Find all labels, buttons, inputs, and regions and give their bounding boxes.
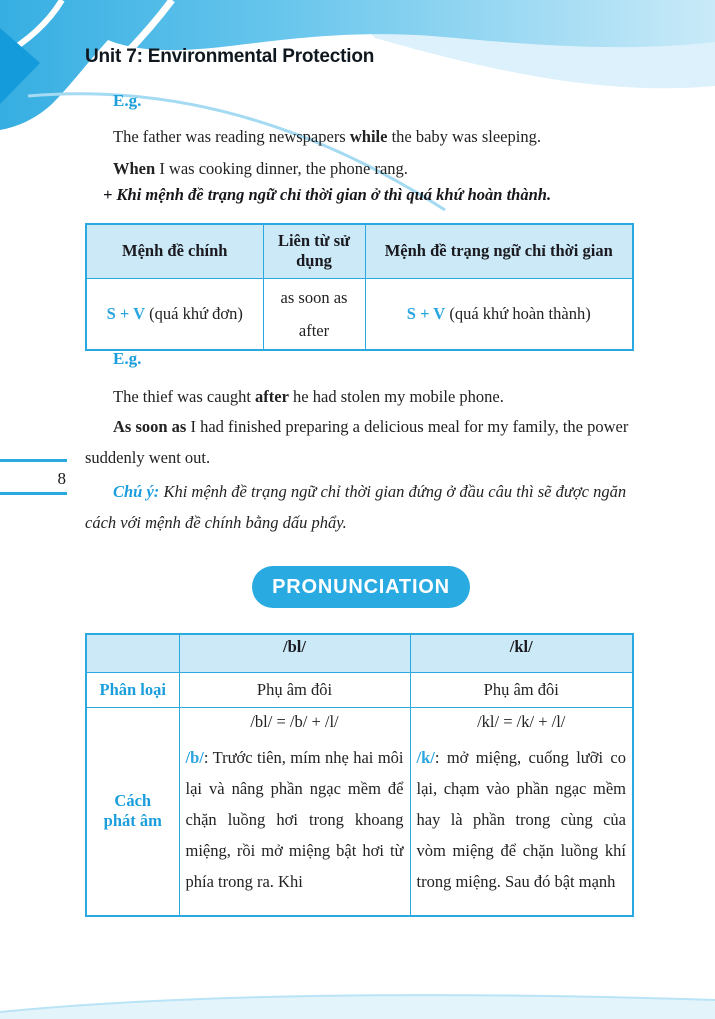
grammar-table-header-main-clause: Mệnh đề chính [86, 224, 263, 278]
example-sentence [113, 121, 541, 152]
example-keyword: after [255, 387, 289, 406]
classification-label: Phân loại [86, 672, 179, 707]
bl-classification-cell: Phụ âm đôi [179, 672, 410, 707]
conjunction-cell [263, 278, 365, 350]
classification-row [86, 672, 633, 707]
example-keyword: As soon as [113, 417, 187, 436]
example-text: I was cooking dinner, the phone rang. [155, 159, 408, 178]
kl-phoneme: /k/ [416, 747, 435, 767]
pronunciation-section-badge: PRONUNCIATION [252, 566, 470, 608]
example-text: I had finished preparing a delicious meal for my family, the power suddenly went out. [85, 417, 629, 467]
bl-column-header: /bl/ [179, 634, 410, 672]
example-keyword: When [113, 159, 156, 178]
articulation-row [86, 707, 633, 916]
formula-text: S + V [106, 303, 146, 323]
attention-note-label: Chú ý: [113, 482, 160, 501]
attention-note-text: Khi mệnh đề trạng ngữ chỉ thời gian đứng ở đầu câu thì sẽ được ngăn cách với mệnh đề chính bằng dấu phẩy. [85, 482, 627, 532]
formula-text: S + V [406, 303, 446, 323]
example-text: he had stolen my mobile phone. [288, 387, 504, 406]
conjunction-text: after [298, 320, 330, 340]
table-header-row [86, 634, 633, 672]
bl-phoneme: /b/ [185, 747, 204, 767]
kl-description: : mở miệng, cuống lưỡi co lại, chạm vào phần ngạc mềm hay là phần trong cùng của vòm miệng để chặn luồng khí trong miệng. Sau đó bật mạnh [416, 747, 626, 891]
example-text: the baby was sleeping. [387, 127, 541, 146]
tense-text: (quá khứ đơn) [145, 303, 243, 323]
table-header-row [86, 224, 633, 278]
tense-text: (quá khứ hoàn thành) [445, 303, 591, 323]
eg-label-1: E.g. [113, 91, 142, 110]
time-clause-cell [365, 278, 633, 350]
example-sentence [113, 381, 504, 412]
grammar-table-header-time-clause: Mệnh đề trạng ngữ chỉ thời gian [365, 224, 633, 278]
conjunction-text: as soon as [280, 287, 348, 307]
main-clause-cell [86, 278, 263, 350]
example-keyword: while [349, 127, 388, 146]
grammar-table [85, 223, 634, 351]
grammar-table-header-conjunction: Liên từ sử dụng [263, 224, 365, 278]
eg-label-2: E.g. [113, 349, 142, 368]
bl-description: : Trước tiên, mím nhẹ hai môi lại và nâng phần ngạc mềm để chặn luồng hơi trong khoang miệng, rồi mở miệng bật hơi từ phía trong ra. Khi [185, 747, 404, 891]
table-row [86, 278, 633, 350]
bl-formula: /bl/ = /b/ + /l/ [250, 711, 339, 731]
attention-note [85, 477, 651, 538]
unit-title: Unit 7: Environmental Protection [85, 46, 375, 67]
kl-formula: /kl/ = /k/ + /l/ [477, 711, 566, 731]
pronunciation-table [85, 633, 634, 917]
kl-classification-cell: Phụ âm đôi [410, 672, 633, 707]
bl-articulation-cell [179, 707, 410, 916]
page-number: 8 [57, 469, 66, 488]
example-sentence [113, 153, 408, 184]
example-text: The thief was caught [113, 387, 256, 406]
footer-swoosh-graphic [0, 989, 715, 1019]
example-sentence [85, 411, 647, 473]
page-number-rule-top [0, 459, 67, 462]
grammar-note: + Khi mệnh đề trạng ngữ chỉ thời gian ở thì quá khứ hoàn thành. [103, 185, 552, 204]
example-text: The father was reading newspapers [113, 127, 350, 146]
page-number-rule-bottom [0, 492, 67, 495]
kl-column-header: /kl/ [410, 634, 633, 672]
empty-corner-cell [86, 634, 179, 672]
articulation-label: Cách phát âm [86, 707, 179, 916]
kl-articulation-cell [410, 707, 633, 916]
